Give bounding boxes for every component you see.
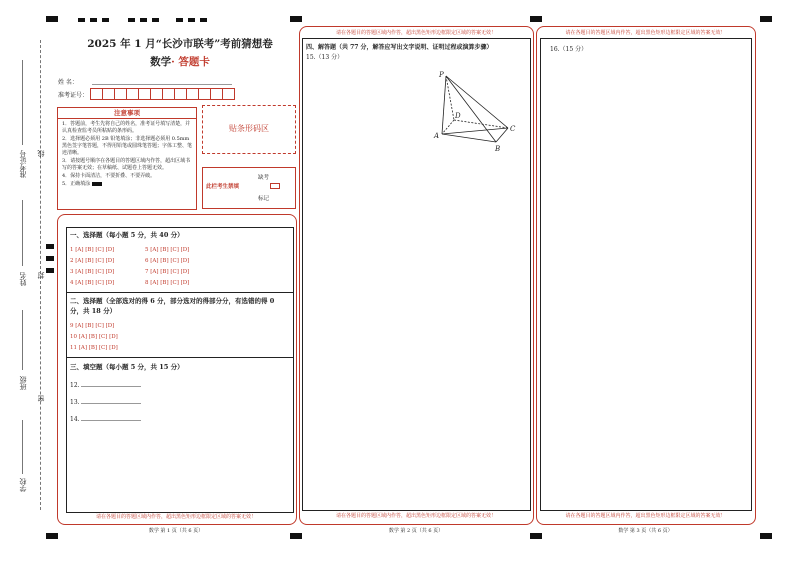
answer-line[interactable] <box>81 380 141 387</box>
subject-label: 数学 <box>150 56 172 68</box>
timing-mark <box>152 18 159 22</box>
registration-mark <box>290 16 302 22</box>
side-label-feng: 封 <box>37 272 45 279</box>
note-item: 1．答题前，考生先将自己的姓名，准考证号填写清楚，并认真检查监考员所粘贴的条形码。 <box>62 121 191 134</box>
registration-mark <box>530 16 542 22</box>
choice-row[interactable]: 11 [A] [B] [C] [D] <box>70 345 118 351</box>
question-15-label: 15.（13 分） <box>306 54 344 61</box>
edge-PD <box>446 76 454 120</box>
choice-row[interactable]: 9 [A] [B] [C] [D] <box>70 323 115 329</box>
fill-blank-row[interactable] <box>70 397 141 406</box>
timing-mark <box>140 18 147 22</box>
edge-AC <box>442 128 508 134</box>
name-label: 姓 名： <box>58 79 78 86</box>
edge-PA <box>442 76 446 134</box>
barcode-area <box>202 105 296 154</box>
note-item: 5．正确填涂 <box>62 181 91 187</box>
side-label-mi: 密 <box>37 395 45 402</box>
page-footer: 数学 第 2 页（共 6 页） <box>388 528 444 534</box>
s2-column <box>70 321 118 354</box>
fill-blank-row[interactable] <box>70 380 141 389</box>
side-label-xian: 线 <box>37 150 45 157</box>
timing-mark <box>102 18 109 22</box>
choice-row[interactable]: 6 [A] [B] [C] [D] <box>145 258 190 264</box>
label-B: B <box>495 145 501 153</box>
section-4-title: 四、解答题（共 77 分，解答应写出文字说明、证明过程或演算步骤） <box>306 44 493 51</box>
absent-line1: 缺考 <box>258 175 270 181</box>
side-label-school: 学校 <box>19 478 27 492</box>
side-line <box>22 60 23 145</box>
label-D: D <box>455 112 461 120</box>
absent-note: 此栏考生禁填 <box>206 184 240 190</box>
choice-row[interactable]: 3 [A] [B] [C] [D] <box>70 269 115 275</box>
edge-AB <box>442 134 496 142</box>
timing-mark <box>176 18 183 22</box>
absent-checkbox[interactable] <box>270 183 280 189</box>
side-mark <box>46 256 54 261</box>
question-number: 14. <box>70 416 80 423</box>
timing-mark <box>78 18 85 22</box>
edge-PB <box>446 76 496 142</box>
filled-sample <box>92 182 102 186</box>
timing-mark <box>200 18 207 22</box>
registration-mark <box>46 533 58 539</box>
answer-line[interactable] <box>81 414 141 421</box>
choice-row[interactable]: 1 [A] [B] [C] [D] <box>70 247 115 253</box>
registration-mark <box>760 533 772 539</box>
note-item: 3．请按题号顺序在各题目的答题区域内作答，超出区域书写的答案无效；在草稿纸、试题卷上答题无效。 <box>62 158 191 171</box>
page-footer: 数学 第 1 页（共 6 页） <box>148 528 204 534</box>
choice-row[interactable]: 8 [A] [B] [C] [D] <box>145 280 190 286</box>
absent-line2: 标记 <box>258 196 270 202</box>
question-number: 12. <box>70 382 80 389</box>
side-line <box>22 200 23 266</box>
question-number: 13. <box>70 399 80 406</box>
timing-mark <box>188 18 195 22</box>
choice-row[interactable]: 4 [A] [B] [C] [D] <box>70 280 115 286</box>
side-line <box>22 310 23 370</box>
section-3-title: 三、填空题（每小题 5 分，共 15 分） <box>70 363 184 371</box>
barcode-label: 贴条形码区 <box>229 124 269 133</box>
fill-blank-row[interactable] <box>70 414 141 423</box>
name-field[interactable] <box>92 84 232 85</box>
side-mark <box>46 244 54 249</box>
side-label-class: 班级 <box>19 376 27 390</box>
notes-box <box>57 107 197 210</box>
choice-row[interactable]: 5 [A] [B] [C] [D] <box>145 247 190 253</box>
timing-mark <box>128 18 135 22</box>
choice-row[interactable]: 7 [A] [B] [C] [D] <box>145 269 190 275</box>
timing-mark <box>90 18 97 22</box>
section-2-title: 二、选择题（全部选对的得 6 分，部分选对的得部分分，有选错的得 0 分，共 18 分） <box>70 297 275 315</box>
warning-text: 请在各题目的答题区域内作答，超出黑色矩形边框限定区域的答案无效！ <box>335 30 496 36</box>
side-label-name: 姓名 <box>19 272 27 286</box>
page-footer: 数学 第 3 页（共 6 页） <box>618 528 673 534</box>
page-title: 2025 年 1 月“长沙市联考”考前猜想卷 <box>87 38 273 50</box>
page-subtitle <box>60 54 300 69</box>
divider <box>66 357 293 358</box>
answer-area <box>540 38 752 511</box>
label-A: A <box>434 132 440 140</box>
side-line <box>22 420 23 474</box>
edge-DA <box>442 120 454 134</box>
pyramid-figure <box>430 68 520 154</box>
warning-text: 请在各题目的答题区域内作答，超出黑色矩形边框限定区域的答案无效！ <box>565 30 726 36</box>
warning-text: 请在各题目的答题区域内作答，超出黑色矩形边框限定区域的答案无效！ <box>565 513 726 519</box>
label-P: P <box>439 71 444 79</box>
note-item: 2．选择题必须用 2B 铅笔填涂；非选择题必须用 0.5mm 黑色签字笔答题，不得用铅笔或圆珠笔答题；字体工整、笔迹清晰。 <box>62 136 193 156</box>
id-label: 准考证号： <box>58 92 89 99</box>
answer-line[interactable] <box>81 397 141 404</box>
choice-row[interactable]: 10 [A] [B] [C] [D] <box>70 334 118 340</box>
note-item: 4．保持卡面清洁，不要折叠、不要弄破。 <box>62 173 156 179</box>
s1-column-left <box>70 245 114 289</box>
warning-text: 请在各题目的答题区域内作答，超出黑色矩形边框限定区域的答案无效！ <box>95 514 256 520</box>
edge-BC <box>496 128 508 142</box>
s1-column-right <box>145 245 189 289</box>
notes-title: 注意事项 <box>58 108 196 119</box>
answer-card-label: · 答题卡 <box>171 56 210 68</box>
side-label-id: 准考证号 <box>19 150 27 178</box>
registration-mark <box>46 16 58 22</box>
absent-box <box>202 167 296 209</box>
label-C: C <box>510 125 516 133</box>
warning-text: 请在各题目的答题区域内作答，超出黑色矩形边框限定区域的答案无效！ <box>335 513 496 519</box>
question-16-label: 16.（15 分） <box>550 46 588 53</box>
divider <box>66 292 293 293</box>
id-digit-box[interactable] <box>222 88 235 100</box>
id-field[interactable] <box>90 88 234 100</box>
choice-row[interactable]: 2 [A] [B] [C] [D] <box>70 258 115 264</box>
side-mark <box>46 268 54 273</box>
section-1-title: 一、选择题（每小题 5 分，共 40 分） <box>70 231 184 239</box>
registration-mark <box>760 16 772 22</box>
